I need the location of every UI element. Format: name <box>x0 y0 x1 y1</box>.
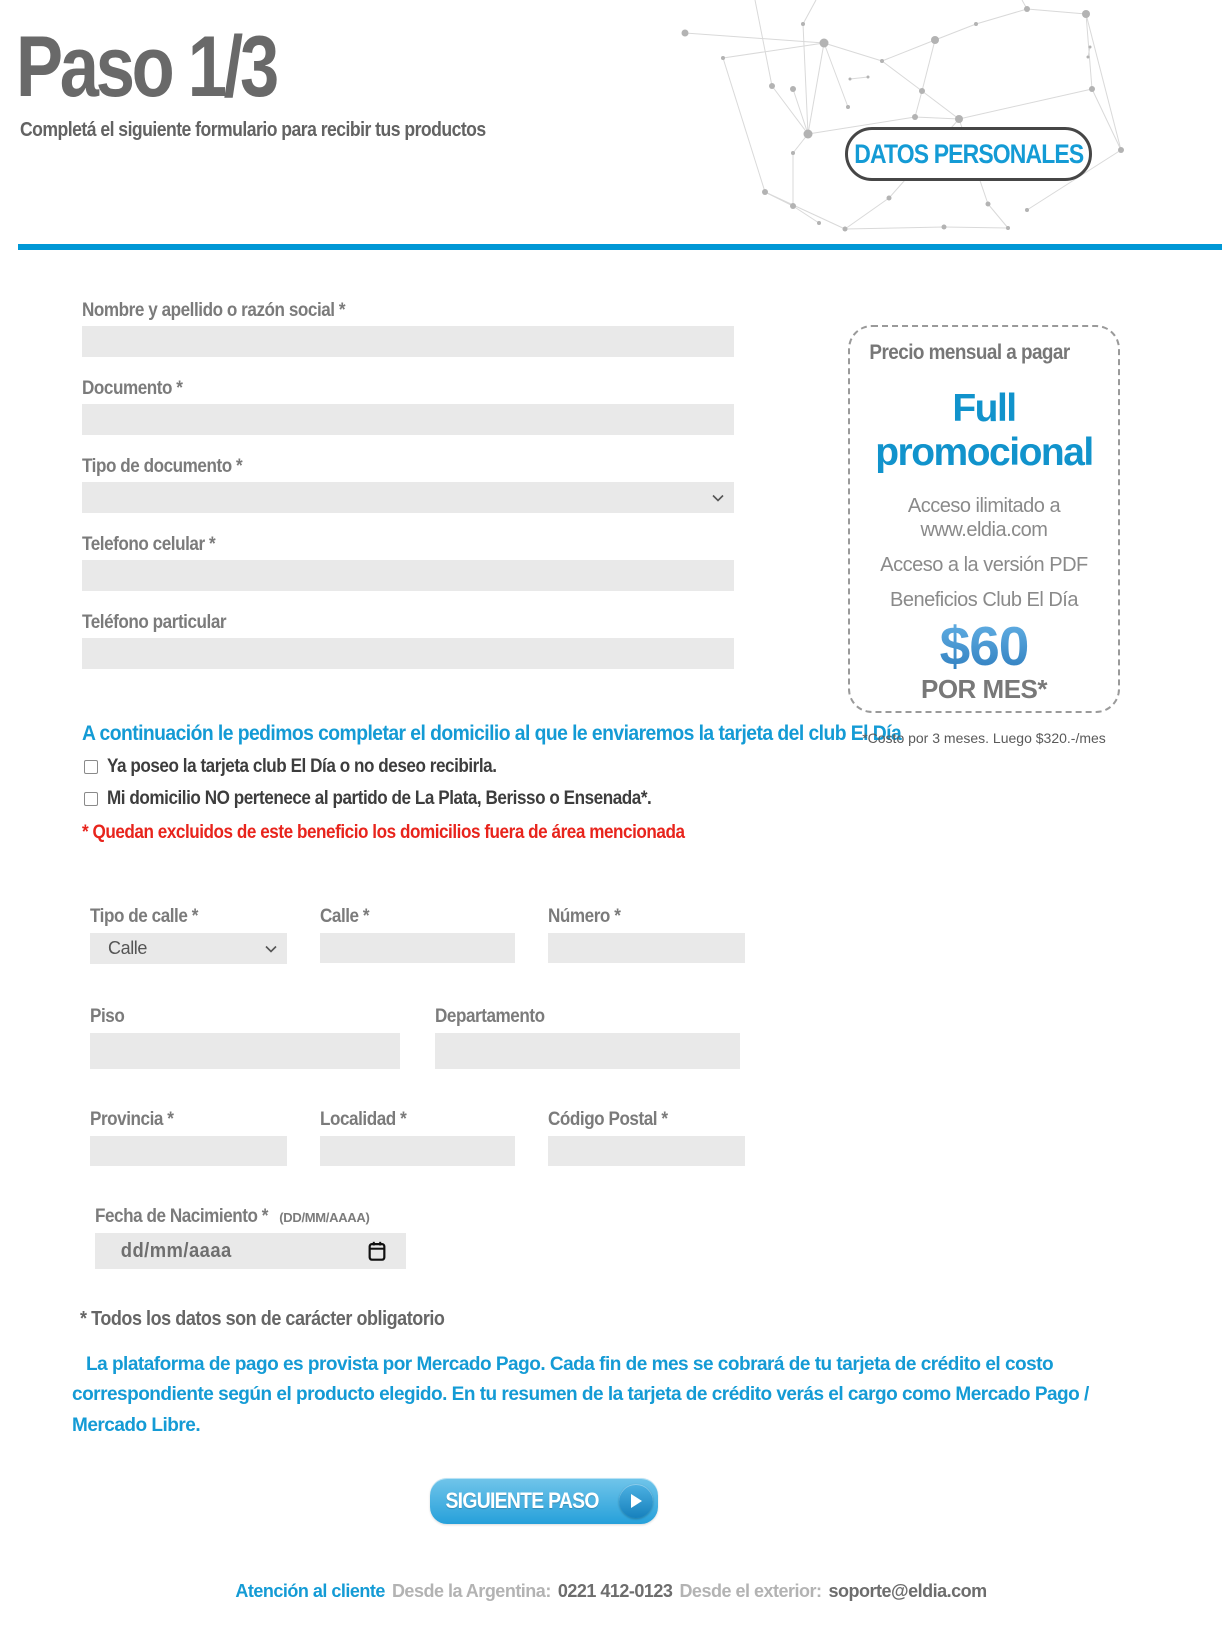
tipo-documento-label: Tipo de documento * <box>82 456 243 477</box>
tipo-documento-select[interactable] <box>82 482 734 513</box>
field-particular <box>82 612 734 669</box>
payment-provider-note: La plataforma de pago es provista por Mercado Pago. Cada fin de mes se cobrará de tu tarjeta de crédito el costo correspondiente según el producto elegido. En tu resumen de la tarjeta de crédito verás el cargo como Mercado Pago / Mercado Libre. <box>72 1354 1089 1436</box>
field-numero <box>548 906 745 964</box>
numero-input[interactable] <box>548 933 745 963</box>
particular-input[interactable] <box>82 638 734 669</box>
field-nombre <box>82 300 734 357</box>
fecha-format-hint: (DD/MM/AAAA) <box>279 1210 370 1225</box>
documento-label: Documento * <box>82 378 183 399</box>
siguiente-paso-label: SIGUIENTE PASO <box>445 1488 599 1513</box>
fecha-placeholder: dd/mm/aaaa <box>120 1239 232 1262</box>
field-localidad <box>320 1109 515 1166</box>
fecha-label: Fecha de Nacimiento * <box>95 1206 269 1227</box>
exclusion-note: * Quedan excluidos de este beneficio los domicilios fuera de área mencionada <box>82 822 685 843</box>
provincia-label: Provincia * <box>90 1109 174 1130</box>
localidad-label: Localidad * <box>320 1109 407 1130</box>
chevron-down-icon <box>265 945 277 953</box>
field-calle <box>320 906 515 964</box>
field-codigo-postal <box>548 1109 745 1166</box>
calle-label: Calle * <box>320 906 370 927</box>
nombre-input[interactable] <box>82 326 734 357</box>
datos-personales-badge <box>845 127 1092 181</box>
footer <box>0 1581 1222 1602</box>
field-piso <box>90 1006 400 1069</box>
product-feature: Beneficios Club El Día <box>890 589 1078 612</box>
field-provincia <box>90 1109 287 1166</box>
page-title: Paso 1/3 <box>16 19 276 115</box>
tipo-calle-select[interactable] <box>90 933 287 964</box>
mandatory-fields-note: * Todos los datos son de carácter obligatorio <box>80 1308 445 1330</box>
calendar-icon <box>366 1240 388 1262</box>
celular-label: Telefono celular * <box>82 534 216 555</box>
footer-exterior-label: Desde el exterior: <box>679 1581 822 1601</box>
tipo-calle-value: Calle <box>108 938 148 958</box>
price-card-title: Precio mensual a pagar <box>869 341 1070 364</box>
blue-divider <box>18 244 1222 250</box>
price-footnote: *Costo por 3 meses. Luego $320.-/mes <box>862 730 1106 746</box>
footer-attention-label: Atención al cliente <box>235 1581 385 1601</box>
departamento-label: Departamento <box>435 1006 545 1027</box>
tipo-calle-label: Tipo de calle * <box>90 906 198 927</box>
celular-input[interactable] <box>82 560 734 591</box>
fecha-input[interactable] <box>95 1233 406 1269</box>
domicilio-fuera-label: Mi domicilio NO pertenece al partido de La Plata, Berisso o Ensenada*. <box>107 788 652 809</box>
piso-input[interactable] <box>90 1033 400 1069</box>
street-row <box>90 906 734 964</box>
siguiente-paso-button[interactable] <box>430 1478 658 1524</box>
checkbox-row-domicilio <box>82 788 734 810</box>
departamento-input[interactable] <box>435 1033 740 1069</box>
field-tipo-calle <box>90 906 287 964</box>
badge-label: DATOS PERSONALES <box>853 138 1084 169</box>
field-documento <box>82 378 734 435</box>
field-celular <box>82 534 734 591</box>
ya-poseo-tarjeta-checkbox[interactable] <box>84 760 98 774</box>
codigo-postal-label: Código Postal * <box>548 1109 668 1130</box>
play-icon <box>619 1484 653 1518</box>
product-feature: Acceso ilimitado a www.eldia.com <box>907 495 1061 542</box>
field-departamento <box>435 1006 740 1069</box>
documento-input[interactable] <box>82 404 734 435</box>
provincia-input[interactable] <box>90 1136 287 1166</box>
field-fecha-nacimiento <box>95 1206 734 1269</box>
product-name: Full promocional <box>875 387 1093 474</box>
calle-input[interactable] <box>320 933 515 963</box>
price-period: POR MES* <box>920 674 1048 705</box>
ya-poseo-tarjeta-label: Ya poseo la tarjeta club El Día o no deseo recibirla. <box>107 756 497 777</box>
particular-label: Teléfono particular <box>82 612 227 633</box>
province-row <box>90 1109 734 1166</box>
price-amount: $60 <box>864 618 1104 676</box>
field-tipo-documento <box>82 456 734 513</box>
price-card <box>848 325 1120 713</box>
personal-data-form <box>82 300 902 1269</box>
footer-email: soporte@eldia.com <box>828 1581 987 1601</box>
network-decoration <box>630 0 1222 240</box>
nombre-label: Nombre y apellido o razón social * <box>82 300 346 321</box>
product-feature: Acceso a la versión PDF <box>880 554 1088 577</box>
footer-phone: 0221 412-0123 <box>557 1581 673 1601</box>
footer-argentina-label: Desde la Argentina: <box>391 1581 551 1601</box>
address-grid <box>90 906 734 1269</box>
localidad-input[interactable] <box>320 1136 515 1166</box>
numero-label: Número * <box>548 906 621 927</box>
domicilio-fuera-checkbox[interactable] <box>84 792 98 806</box>
chevron-down-icon <box>712 494 724 502</box>
checkbox-row-tarjeta <box>82 756 734 778</box>
piso-label: Piso <box>90 1006 125 1027</box>
codigo-postal-input[interactable] <box>548 1136 745 1166</box>
floor-row <box>90 1006 734 1069</box>
page-subtitle: Completá el siguiente formulario para recibir tus productos <box>20 119 486 141</box>
address-heading: A continuación le pedimos completar el domicilio al que le enviaremos la tarjeta del club El Día <box>82 722 902 745</box>
